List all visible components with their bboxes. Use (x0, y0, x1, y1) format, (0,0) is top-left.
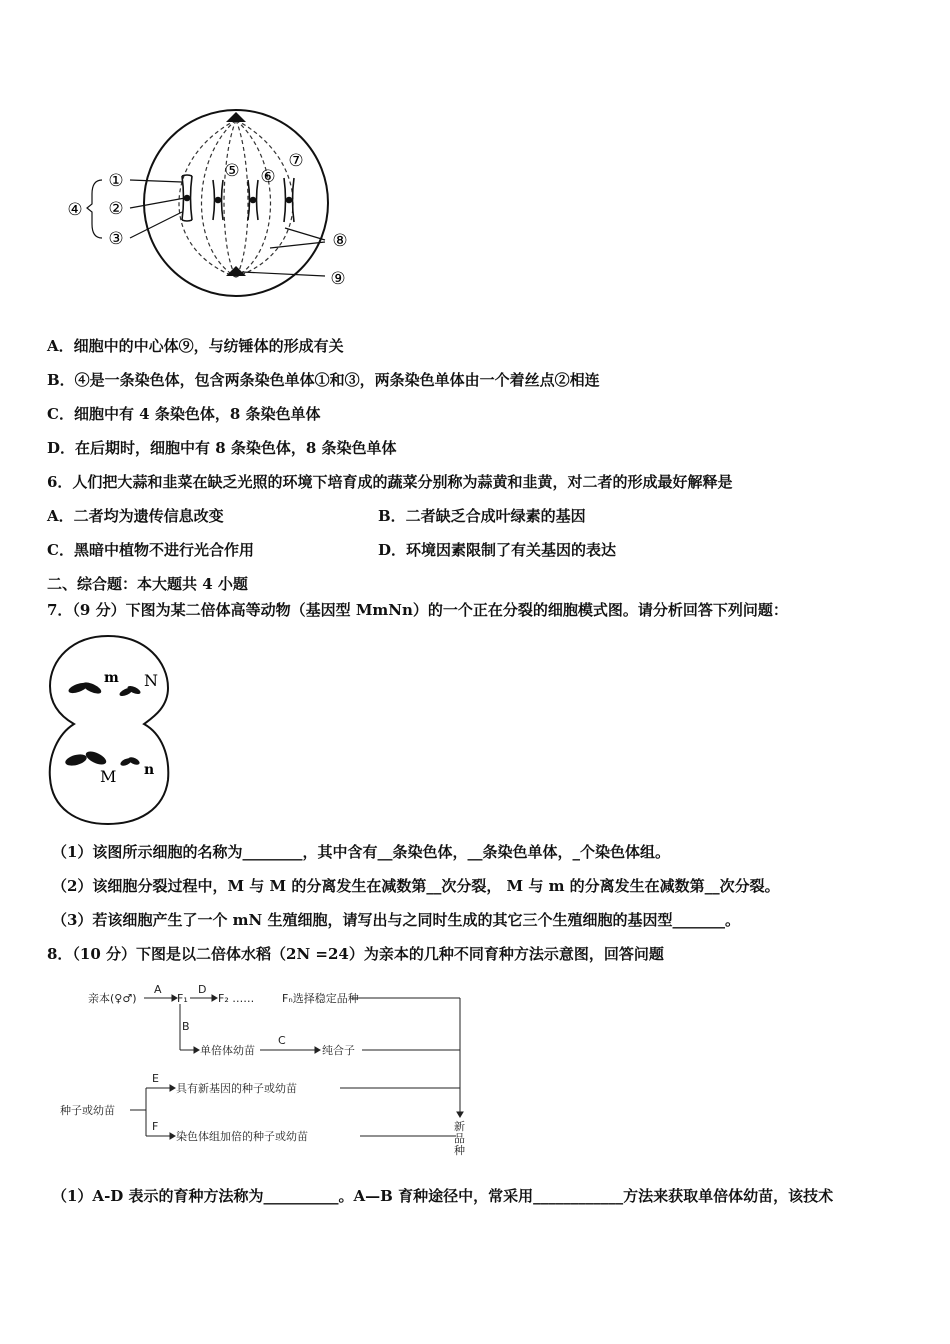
node-F2: F₂ …… (218, 992, 255, 1005)
step-F: F (152, 1120, 159, 1133)
q6-option-d: D．环境因素限制了有关基因的表达 (378, 541, 617, 559)
centrosome-top (226, 112, 246, 122)
cell-outline (50, 636, 169, 824)
node-newgene: 具有新基因的种子或幼苗 (176, 1082, 297, 1095)
gene-label-N: N (144, 671, 158, 690)
step-C: C (278, 1034, 286, 1047)
q7-sub2: （2）该细胞分裂过程中，M 与 M 的分离发生在减数第__次分裂， M 与 m 的分离发生在减数第__次分裂。 (52, 877, 780, 895)
gene-label-n: n (144, 762, 155, 778)
node-Fn: Fₙ选择稳定品种 (282, 992, 359, 1005)
q6-option-c: C．黑暗中植物不进行光合作用 (47, 541, 254, 559)
breeding-diagram (60, 980, 480, 1160)
q7-sub1: （1）该图所示细胞的名称为________，其中含有__条染色体，__条染色单体，_个染色体组。 (52, 843, 670, 861)
q5-option-a: A．细胞中的中心体⑨，与纺锤体的形成有关 (47, 337, 344, 355)
cell-division-figure (60, 100, 370, 310)
gene-label-M: M (100, 767, 117, 786)
label-6: ⑥ (260, 167, 276, 187)
q8-stem: 8．（10 分）下图是以二倍体水稻（2N =24）为亲本的几种不同育种方法示意图，回答问题 (47, 945, 664, 963)
q8-sub1: （1）A-D 表示的育种方法称为__________。A—B 育种途径中，常采用____________方法来获取单倍体幼苗，该技术 (52, 1187, 834, 1205)
spindle-fibers (179, 120, 293, 277)
q7-sub3: （3）若该细胞产生了一个 mN 生殖细胞，请写出与之同时生成的其它三个生殖细胞的基因型_______。 (52, 911, 740, 929)
q6-option-b: B．二者缺乏合成叶绿素的基因 (378, 507, 586, 525)
label-7: ⑦ (288, 151, 304, 171)
dividing-cell-figure (46, 632, 176, 828)
q6-stem: 6．人们把大蒜和韭菜在缺乏光照的环境下培育成的蔬菜分别称为蒜黄和韭黄，对二者的形成最好解释是 (47, 473, 733, 491)
node-new-variety-1: 新 (454, 1120, 465, 1133)
q7-stem: 7．（9 分）下图为某二倍体高等动物（基因型 MmNn）的一个正在分裂的细胞模式图。请分析回答下列问题： (47, 601, 788, 619)
label-4: ④ (67, 200, 83, 220)
label-3: ③ (108, 229, 124, 249)
label-9: ⑨ (330, 269, 346, 289)
q5-option-c: C．细胞中有 4 条染色体，8 条染色单体 (47, 405, 321, 423)
chromosomes-bottom (64, 749, 141, 768)
node-haploid: 单倍体幼苗 (200, 1044, 255, 1057)
step-A: A (154, 983, 162, 996)
node-new-variety-3: 种 (454, 1144, 465, 1157)
label-8: ⑧ (332, 231, 348, 251)
section2-title: 二、综合题：本大题共 4 小题 (47, 575, 248, 593)
chromosome-2 (213, 180, 223, 220)
q5-option-b: B．④是一条染色体，包含两条染色单体①和③，两条染色单体由一个着丝点②相连 (47, 371, 600, 389)
step-B: B (182, 1020, 190, 1033)
node-seed: 种子或幼苗 (60, 1104, 115, 1117)
q5-option-d: D．在后期时，细胞中有 8 条染色体，8 条染色单体 (47, 439, 397, 457)
step-E: E (152, 1072, 159, 1085)
label-5: ⑤ (224, 161, 240, 181)
centrosome-bottom (226, 266, 246, 276)
q6-option-a: A．二者均为遗传信息改变 (47, 507, 224, 525)
node-parent: 亲本(♀♂) (88, 992, 137, 1005)
node-pure: 纯合子 (322, 1044, 355, 1057)
chromosome-4 (284, 178, 294, 222)
gene-label-m: m (104, 670, 119, 686)
node-new-variety-2: 品 (454, 1132, 465, 1145)
node-F1: F₁ (177, 992, 188, 1005)
label-1: ① (108, 171, 124, 191)
step-D: D (198, 983, 207, 996)
label-2: ② (108, 199, 124, 219)
chromosomes (182, 175, 294, 222)
node-doubled: 染色体组加倍的种子或幼苗 (176, 1130, 308, 1143)
chromosome-3 (248, 180, 258, 220)
